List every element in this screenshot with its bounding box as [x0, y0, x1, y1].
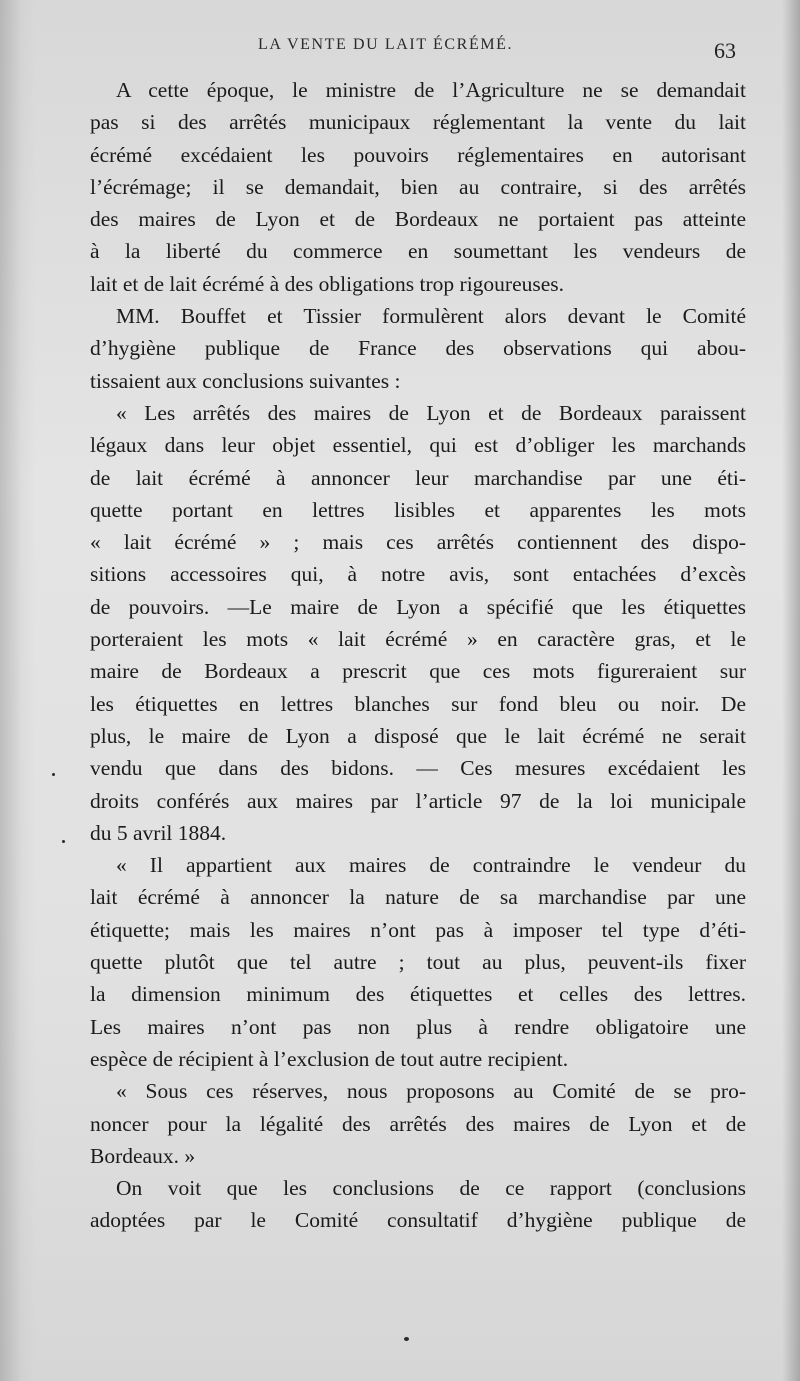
body-text [90, 74, 746, 1237]
text-line: plus, le maire de Lyon a disposé que le lait écrémé ne serait [90, 723, 746, 748]
text-line: du 5 avril 1884. [90, 820, 227, 845]
page-gutter-shadow [0, 0, 36, 1381]
text-line: l’écrémage; il se demandait, bien au contraire, si des arrêtés [90, 174, 746, 199]
text-line: sitions accessoires qui, à notre avis, sont entachées d’excès [90, 562, 746, 587]
page-edge-shadow [782, 0, 800, 1381]
ink-speck [62, 840, 65, 843]
text-line: quette plutôt que tel autre ; tout au plus, peuvent-ils fixer [90, 950, 746, 975]
text-line: pas si des arrêtés municipaux réglementant la vente du lait [90, 110, 746, 135]
text-line: légaux dans leur objet essentiel, qui est d’obliger les marchands [90, 433, 746, 458]
ink-speck [52, 773, 55, 776]
text-line: porteraient les mots « lait écrémé » en caractère gras, et le [90, 627, 746, 652]
text-line: « Sous ces réserves, nous proposons au Comité de se pro- [116, 1079, 746, 1104]
text-line: maire de Bordeaux a prescrit que ces mots figureraient sur [90, 659, 746, 684]
text-line: les étiquettes en lettres blanches sur fond bleu ou noir. De [90, 691, 746, 716]
text-line: espèce de récipient à l’exclusion de tout autre recipient. [90, 1046, 569, 1071]
text-line: « Les arrêtés des maires de Lyon et de Bordeaux paraissent [116, 400, 746, 425]
text-line: à la liberté du commerce en soumettant les vendeurs de [90, 239, 746, 264]
text-line: tissaient aux conclusions suivantes : [90, 368, 401, 393]
page-number: 63 [714, 38, 736, 63]
text-line: de lait écrémé à annoncer leur marchandise par une éti- [90, 465, 746, 490]
text-line: adoptées par le Comité consultatif d’hygiène publique de [90, 1208, 746, 1233]
text-line: la dimension minimum des étiquettes et celles des lettres. [90, 982, 746, 1007]
text-line: de pouvoirs. —Le maire de Lyon a spécifié que les étiquettes [90, 594, 746, 619]
text-line: d’hygiène publique de France des observations qui abou- [90, 336, 746, 361]
text-line: des maires de Lyon et de Bordeaux ne portaient pas atteinte [90, 207, 746, 232]
text-line: écrémé excédaient les pouvoirs réglementaires en autorisant [90, 142, 746, 167]
text-line: « Il appartient aux maires de contraindre le vendeur du [116, 853, 746, 878]
text-line: « lait écrémé » ; mais ces arrêtés contiennent des dispo- [90, 530, 746, 555]
text-line: droits conférés aux maires par l’article 97 de la loi municipale [90, 788, 746, 813]
text-line: lait écrémé à annoncer la nature de sa marchandise par une [90, 885, 746, 910]
text-line: A cette époque, le ministre de l’Agriculture ne se demandait [116, 78, 746, 102]
text-line: Les maires n’ont pas non plus à rendre obligatoire une [90, 1014, 746, 1039]
text-line: étiquette; mais les maires n’ont pas à imposer tel type d’éti- [90, 917, 746, 942]
text-line: vendu que dans des bidons. — Ces mesures excédaient les [90, 756, 746, 781]
text-line: lait et de lait écrémé à des obligations trop rigoureuses. [90, 271, 565, 296]
running-title: LA VENTE DU LAIT ÉCRÉMÉ. [258, 36, 514, 53]
text-line: MM. Bouffet et Tissier formulèrent alors devant le Comité [116, 304, 746, 329]
text-line: quette portant en lettres lisibles et apparentes les mots [90, 497, 746, 522]
text-line: On voit que les conclusions de ce rapport (conclusions [116, 1176, 746, 1201]
text-line: Bordeaux. » [90, 1143, 196, 1168]
text-line: noncer pour la légalité des arrêtés des maires de Lyon et de [90, 1111, 746, 1136]
ink-speck [404, 1337, 409, 1341]
